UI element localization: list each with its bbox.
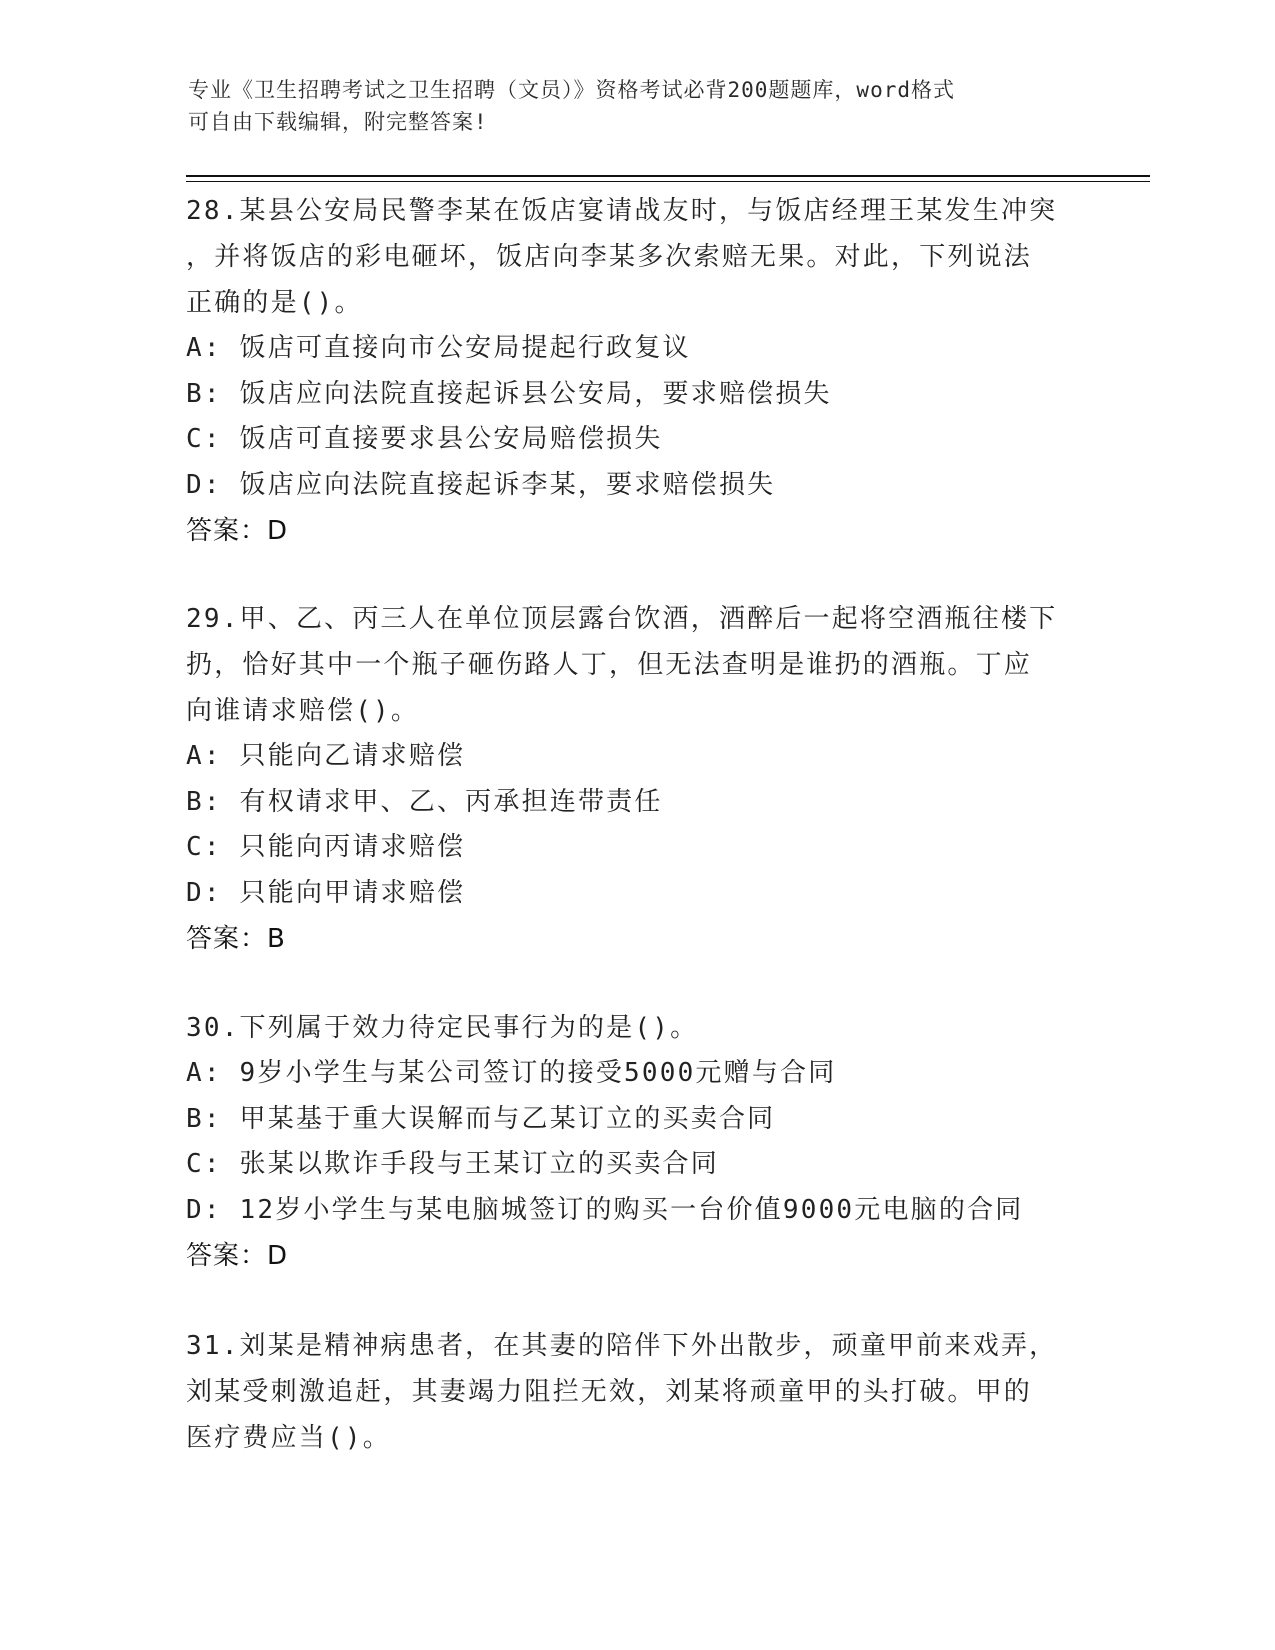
header-line-1: 专业《卫生招聘考试之卫生招聘（文员）》资格考试必背200题题库，word格式 (188, 78, 955, 102)
answer: 答案：D (186, 1241, 289, 1271)
question-stem-line: ，并将饭店的彩电砸坏，饭店向李某多次索赔无果。对此，下列说法 (186, 242, 1033, 272)
question-stem-line: 30.下列属于效力待定民事行为的是()。 (186, 1013, 699, 1043)
option-b: B: 有权请求甲、乙、丙承担连带责任 (186, 786, 663, 817)
option-a: A: 饭店可直接向市公安局提起行政复议 (186, 333, 691, 363)
option-b: B: 饭店应向法院直接起诉县公安局，要求赔偿损失 (186, 378, 832, 409)
question-stem (186, 1005, 1086, 1051)
document-header (188, 74, 1068, 138)
question-stem-line: 扔，恰好其中一个瓶子砸伤路人丁，但无法查明是谁扔的酒瓶。丁应 (186, 650, 1033, 680)
header-divider-thin (186, 181, 1150, 182)
header-line-2: 可自由下载编辑，附完整答案! (188, 110, 488, 134)
question-stem-line: 刘某受刺激追赶，其妻竭力阻拦无效，刘某将顽童甲的头打破。甲的 (186, 1377, 1033, 1407)
option-d: D: 12岁小学生与某电脑城签订的购买一台价值9000元电脑的合同 (186, 1194, 1024, 1225)
option-d: D: 只能向甲请求赔偿 (186, 877, 466, 908)
question-stem-line: 向谁请求赔偿()。 (186, 696, 420, 726)
question-31 (186, 1323, 1086, 1461)
question-stem-line: 29.甲、乙、丙三人在单位顶层露台饮酒，酒醉后一起将空酒瓶往楼下 (186, 604, 1058, 634)
option-c: C: 饭店可直接要求县公安局赔偿损失 (186, 424, 663, 454)
answer: 答案：D (186, 516, 289, 546)
option-c: C: 张某以欺诈手段与王某订立的买卖合同 (186, 1149, 719, 1179)
option-b: B: 甲某基于重大误解而与乙某订立的买卖合同 (186, 1103, 776, 1134)
question-stem (186, 188, 1086, 326)
option-c: C: 只能向丙请求赔偿 (186, 832, 466, 862)
question-stem (186, 1323, 1086, 1461)
question-stem (186, 596, 1086, 734)
question-stem-line: 28.某县公安局民警李某在饭店宴请战友时，与饭店经理王某发生冲突 (186, 196, 1058, 226)
question-28 (186, 188, 1086, 554)
option-a: A: 只能向乙请求赔偿 (186, 741, 466, 771)
question-30 (186, 1005, 1086, 1279)
option-a: A: 9岁小学生与某公司签订的接受5000元赠与合同 (186, 1058, 837, 1088)
question-29 (186, 596, 1086, 962)
option-d: D: 饭店应向法院直接起诉李某，要求赔偿损失 (186, 469, 776, 500)
answer: 答案：B (186, 924, 286, 954)
question-stem-line: 医疗费应当()。 (186, 1423, 391, 1453)
header-divider-thick (186, 175, 1150, 177)
question-stem-line: 正确的是()。 (186, 288, 363, 318)
question-stem-line: 31.刘某是精神病患者，在其妻的陪伴下外出散步，顽童甲前来戏弄， (186, 1331, 1058, 1361)
